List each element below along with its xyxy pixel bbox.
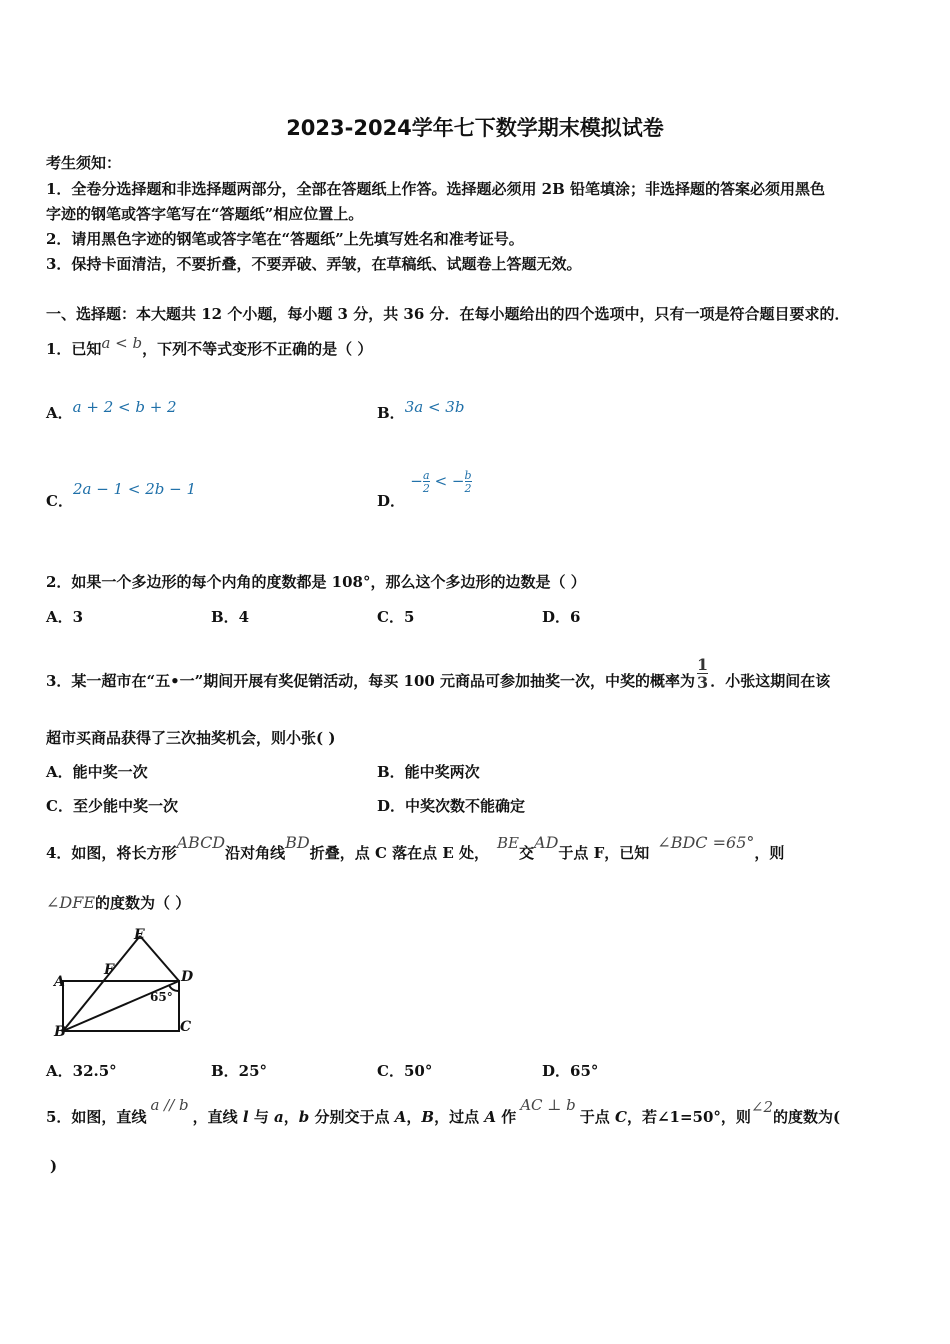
notice-line-4: 3．保持卡面清洁，不要折叠，不要弄破、弄皱，在草稿纸、试题卷上答题无效。 (46, 255, 582, 273)
q3-option-b[interactable]: B．能中奖两次 (377, 763, 480, 781)
q2-option-b[interactable]: B．4 (211, 608, 250, 626)
q4-option-c[interactable]: C．50° (377, 1062, 433, 1080)
question-4: 4．如图，将长方形ABCD沿对角线BD折叠，点 C 落在点 E 处，BE交AD于点 F，已知∠BDC =65°，则 (46, 833, 785, 862)
segment-be (63, 936, 140, 1031)
q3-option-d[interactable]: D．中奖次数不能确定 (377, 797, 526, 815)
section-heading: 一、选择题：本大题共 12 个小题，每小题 3 分，共 36 分．在每小题给出的四个选项中，只有一项是符合题目要求的． (46, 305, 850, 323)
label-c: C (180, 1019, 192, 1035)
page-title: 2023-2024学年七下数学期末模拟试卷 (286, 116, 664, 140)
label-d: D (181, 969, 194, 985)
q4-option-b[interactable]: B．25° (211, 1062, 268, 1080)
notice-heading: 考生须知： (46, 154, 122, 172)
notice-line-2: 字迹的钢笔或答字笔写在“答题纸”相应位置上。 (46, 205, 364, 223)
segment-ed (140, 936, 179, 981)
q1-option-b[interactable]: B．3a < 3b (377, 398, 465, 422)
question-2: 2．如果一个多边形的每个内角的度数都是 108°，那么这个多边形的边数是（ ） (46, 573, 586, 591)
label-f: F (104, 962, 114, 978)
question-3: 3．某一超市在“五•一”期间开展有奖促销活动，每买 100 元商品可参加抽奖一次，中奖的概率为 $\frac{1}{3}$ ．小张这期间在该 (46, 655, 831, 692)
question-4-line-2: ∠DFE的度数为（ ） (46, 893, 191, 912)
question-5-line-2: ) (50, 1157, 58, 1175)
label-angle: 65° (150, 990, 173, 1004)
q1-option-c[interactable]: C．2a − 1 < 2b − 1 (46, 480, 196, 510)
question-1: 1．已知a < b，下列不等式变形不正确的是（ ） (46, 334, 373, 358)
q2-option-a[interactable]: A．3 (46, 608, 84, 626)
q4-option-d[interactable]: D．65° (542, 1062, 599, 1080)
q2-option-c[interactable]: C．5 (377, 608, 415, 626)
q1-option-a[interactable]: A．a + 2 < b + 2 (46, 398, 177, 422)
notice-line-1: 1．全卷分选择题和非选择题两部分，全部在答题纸上作答。选择题必须用 2B 铅笔填涂；非选择题的答案必须用黑色 (46, 180, 826, 198)
question-3-line-2: 超市买商品获得了三次抽奖机会，则小张( ) (46, 729, 336, 747)
notice-line-3: 2．请用黑色字迹的钢笔或答字笔在“答题纸”上先填写姓名和准考证号。 (46, 230, 524, 248)
probability-fraction: $\frac{1}{3}$ (697, 655, 709, 692)
label-b: B (54, 1024, 66, 1040)
fraction-expression: − $\frac{a}{2}$ < − $\frac{b}{2}$ (410, 469, 472, 495)
q1-option-d[interactable]: D． − $\frac{a}{2}$ < − $\frac{b}{2}$ (377, 469, 472, 510)
q3-option-c[interactable]: C．至少能中奖一次 (46, 797, 178, 815)
q3-option-a[interactable]: A．能中奖一次 (46, 763, 148, 781)
folded-rectangle-figure (46, 924, 206, 1042)
q4-option-a[interactable]: A．32.5° (46, 1062, 117, 1080)
label-a: A (54, 974, 65, 990)
label-e: E (134, 927, 145, 943)
question-5: 5．如图，直线a // b，直线 l 与 a，b 分别交于点 A，B，过点 A 作AC ⊥ b于点 C，若∠1=50°，则∠2的度数为( (46, 1096, 841, 1126)
diagonal-bd (63, 981, 179, 1031)
q2-option-d[interactable]: D．6 (542, 608, 581, 626)
